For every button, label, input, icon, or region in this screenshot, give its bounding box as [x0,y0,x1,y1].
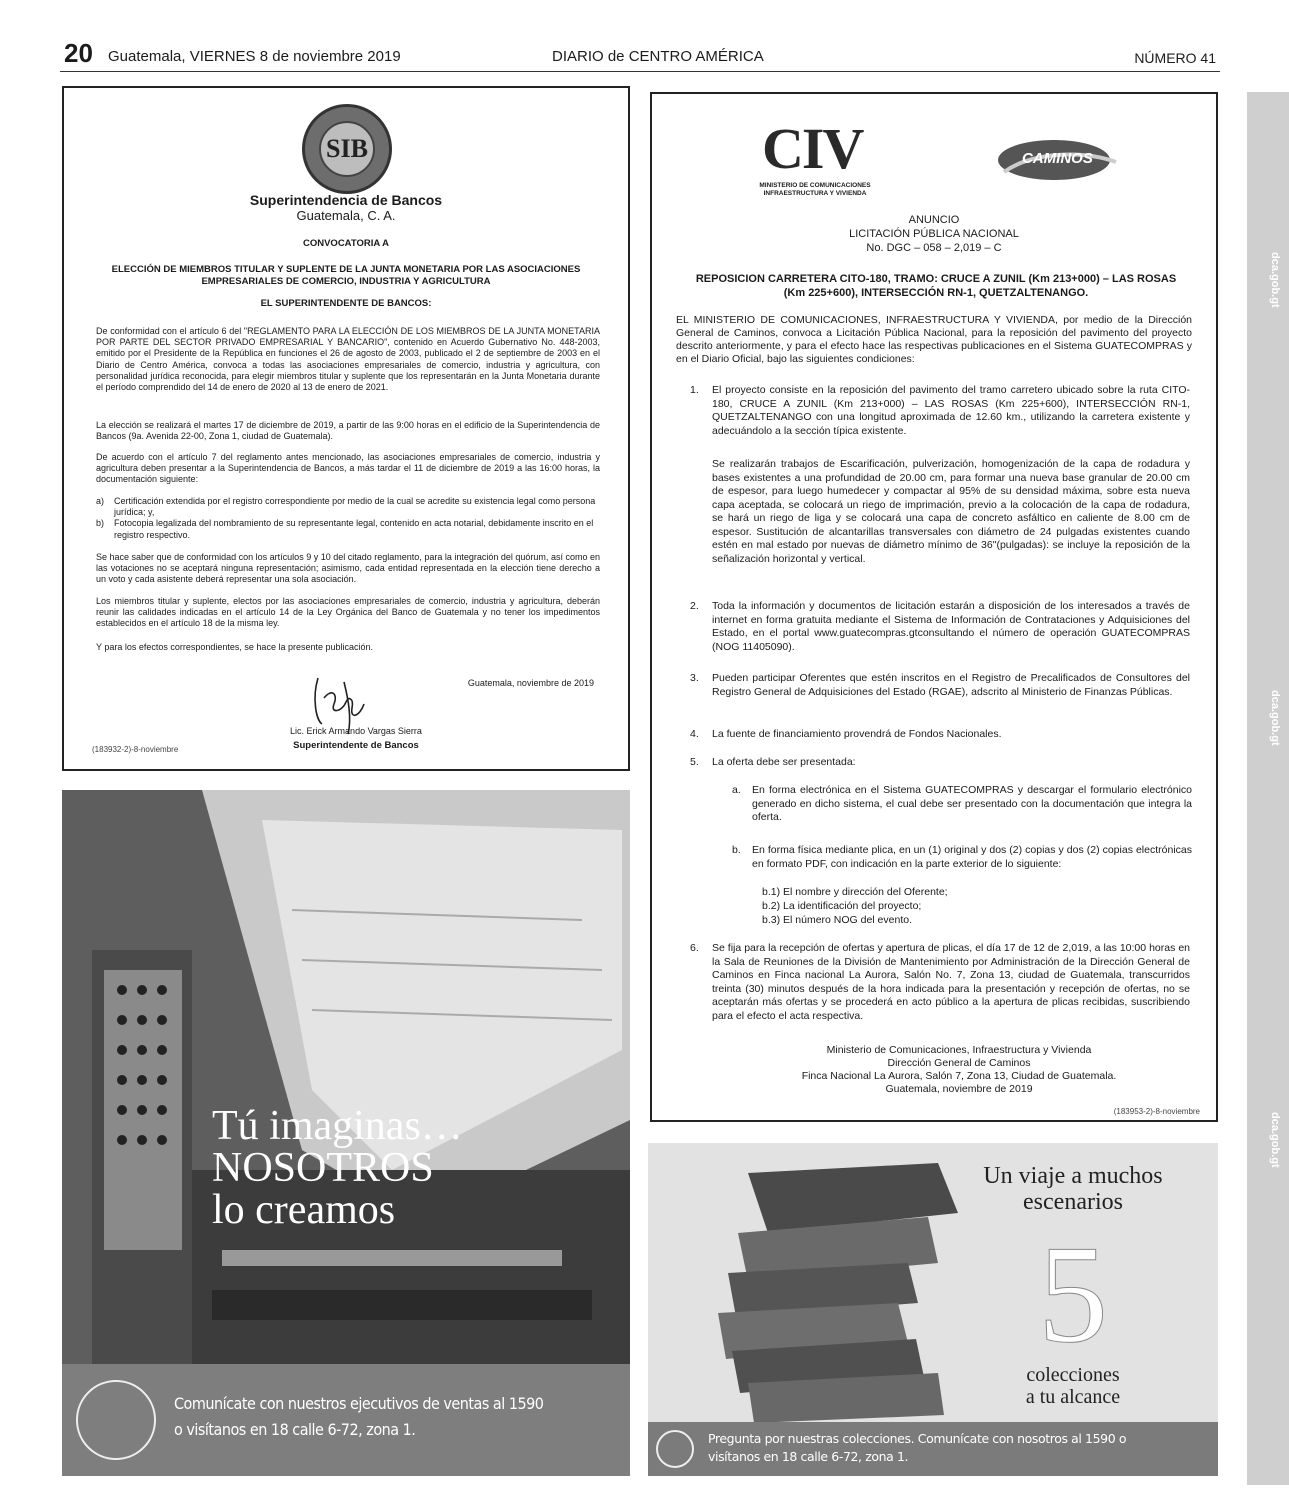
civ-condition: 3. Pueden participar Oferentes que estén inscritos en el Registro de Precalificados de Consultores del Registro General de Adquisiciones del Estado (RGAE), adscrito al Ministerio de Finanzas Públicas. [690,672,1190,698]
sib-document-list [96,496,600,541]
ad-big-number: 5 [1038,1217,1108,1372]
sib-logo-text: SIB [319,121,375,177]
civ-signature-line: Finca Nacional La Aurora, Salón 7, Zona 13, Ciudad de Guatemala. [801,1070,1117,1082]
book-stack-photo [688,1153,968,1423]
civ-logo-sub: MINISTERIO DE COMUNICACIONES [759,182,871,189]
ad-footer [648,1422,1218,1476]
civ-condition: 4. La fuente de financiamiento provendrá de Fondos Nacionales. [690,728,1002,740]
sib-paragraph: De acuerdo con el artículo 7 del reglamento antes mencionado, las asociaciones empresariales de comercio, industria y agricultura deben presentar a la Superintendencia de Bancos, a más tardar el 11 de diciembre de 2019 a las 16:00 horas, la documentación siguiente: [96,452,600,485]
sib-heading-election-2: EMPRESARIALES DE COMERCIO, INDUSTRIA Y AGRICULTURA [201,276,491,287]
printing-ad [62,790,630,1476]
ad-headline: lo creamos [212,1187,396,1233]
ad-contact-line: visítanos en 18 calle 6-72, zona 1. [708,1449,909,1464]
sib-ref-code: (183932-2)-8-noviembre [92,745,179,754]
ad-tagline: Un viaje a muchos [983,1163,1163,1189]
civ-signature-line: Ministerio de Comunicaciones, Infraestructura y Vivienda [826,1044,1092,1056]
civ-ref-code: (183953-2)-8-noviembre [1113,1107,1200,1116]
watermark-label: dca.gob.gt [1269,252,1281,308]
page-number: 20 [64,38,93,68]
civ-sub-sub-condition: b.3) El número NOG del evento. [762,914,912,926]
ad-contact-line: Pregunta por nuestras colecciones. Comunícate con nosotros al 1590 o [708,1431,1127,1446]
dateline: Guatemala, VIERNES 8 de noviembre 2019 [108,48,401,65]
civ-anuncio: ANUNCIO [908,214,960,226]
civ-licitacion: LICITACIÓN PÚBLICA NACIONAL [849,228,1019,240]
ad-contact-line: Comunícate con nuestros ejecutivos de ventas al 1590 [174,1394,544,1413]
publisher-seal-icon [76,1380,156,1460]
sib-paragraph: Se hace saber que de conformidad con los artículos 9 y 10 del citado reglamento, para la integración del quórum, así como en las votaciones no se aceptará ninguna representación; asimismo, cada entidad representada en la elección tiene derecho a un voto y cada asistente deberá representar una sola asociación. [96,552,600,585]
watermark-label: dca.gob.gt [1269,1112,1281,1168]
civ-condition: 6. Se fija para la recepción de ofertas y apertura de plicas, el día 17 de 12 de 2,019, a las 10:00 horas en la Sala de Reuniones de la División de Mantenimiento por Administración de la Dirección General de Caminos en Finca nacional La Aurora, Salón No. 7, Zona 13, ciudad de Guatemala, transcurridos treinta (30) minutos después de la hora indicada para la presentación y recepción de ofertas, no se aceptarán más ofertas y se procederá en acto público a la apertura de plicas recibidas, suscribiendo para el efecto el acta respectiva. [690,942,1190,1022]
sib-org-name: Superintendencia de Bancos [249,192,443,208]
civ-sub-sub-condition: b.1) El nombre y dirección del Oferente; [762,886,948,898]
list-item: b) Fotocopia legalizada del nombramiento de su representante legal, contenido en acta notarial, debidamente inscrito en el registro respectivo. [96,518,594,540]
civ-sub-condition: a. En forma electrónica en el Sistema GUATECOMPRAS y descargar el formulario electrónico generado en dicho sistema, el cual debe ser presentado con la documentación que integra la oferta. [732,784,1192,823]
list-item: a) Certificación extendida por el registro correspondiente por medio de la cual se acredite su existencia legal como persona jurídica; y, [96,496,596,518]
sib-paragraph: La elección se realizará el martes 17 de diciembre de 2019, a partir de las 9:00 horas en el edificio de la Superintendencia de Bancos (9a. Avenida 22-00, Zona 1, ciudad de Guatemala). [96,420,600,442]
civ-condition: 2. Toda la información y documentos de licitación estarán a disposición de los interesados a través de internet en forma gratuita mediante el Sistema de Información de Contrataciones y Adquisiciones del Estado, en el portal www.guatecompras.gtconsultando el número de operación GUATECOMPRAS (NOG 11405090). [690,600,1190,653]
civ-title: REPOSICION CARRETERA CITO-180, TRAMO: CRUCE A ZUNIL (Km 213+000) – LAS ROSAS [695,273,1177,285]
ad-collections-text: a tu alcance [1025,1386,1121,1408]
collections-ad [648,1143,1218,1476]
publisher-seal-icon [656,1430,694,1468]
civ-signature-line: Dirección General de Caminos [887,1057,1031,1069]
civ-sub-condition: b. En forma física mediante plica, en un (1) original y dos (2) copias y dos (2) copias electrónicas en formato PDF, con indicación en la parte exterior de lo siguiente: [732,844,1192,870]
sib-paragraph: De conformidad con el artículo 6 del "REGLAMENTO PARA LA ELECCIÓN DE LOS MIEMBROS DE LA JUNTA MONETARIA POR PARTE DEL SECTOR PRIVADO EMPRESARIAL Y BANCARIO", contenido en Acuerdo Gubernativo No. 448-2003, emitido por el Presidente de la República en funciones el 26 de agosto de 2003, publicado el 2 de septiembre de 2003 en el Diario de Centro América, convoca a todas las asociaciones empresariales de comercio, industria y agricultura, con personalidad jurídica reconocida, para elegir miembros titular y suplente que los representarán en la Junta Monetaria durante el período comprendido del 14 de enero de 2020 al 13 de enero de 2021. [96,326,600,393]
sib-heading-convocatoria: CONVOCATORIA A [302,238,390,249]
civ-logo: CIV [762,116,863,181]
sib-signer-role: Superintendente de Bancos [293,740,419,751]
ad-tagline: escenarios [1023,1189,1123,1215]
side-watermark-strip [1247,92,1289,1485]
newspaper-name: DIARIO de CENTRO AMÉRICA [552,48,764,65]
civ-condition: 5. La oferta debe ser presentada: [690,756,856,768]
civ-condition-detail: Se realizarán trabajos de Escarificación, pulverización, homogenización de la capa de rodadura y bases existentes a una profundidad de 20.00 cm, para formar una nueva base granular de 20.00 cm de espesor, para luego humedecer y compactar al 95% de su densidad máxima, sobre esta nueva capa aceptada, se colocará un riego de imprimación, previo a la colocación de la capa de rodadura, se hará un riego de liga y se colocará una capa de concreto asfáltico en caliente de 8.00 cm de espesor. Sustitución de alcantarillas transversales con diámetro de 24 pulgadas existentes cuando estén en mal estado por nuevas de diámetro mínimo de 36"(pulgadas): se incluye la reposición de la señalización horizontal y vertical. [712,458,1190,565]
sib-signer-name: Lic. Erick Armando Vargas Sierra [290,726,422,736]
sib-org-city: Guatemala, C. A. [296,208,396,223]
civ-signature-line: Guatemala, noviembre de 2019 [885,1083,1033,1095]
civ-sub-sub-condition: b.2) La identificación del proyecto; [762,900,922,912]
watermark-label: dca.gob.gt [1269,690,1281,746]
sib-place-date: Guatemala, noviembre de 2019 [467,678,594,688]
page-header [60,38,1220,72]
civ-notice [650,92,1218,1122]
civ-title: (Km 225+600), INTERSECCIÓN RN-1, QUETZALTENANGO. [783,287,1089,299]
sib-seal-logo [302,104,392,194]
ad-collections-text: colecciones [1026,1364,1120,1386]
ad-contact-line: o visítanos en 18 calle 6-72, zona 1. [174,1420,416,1439]
ad-footer [62,1364,630,1476]
caminos-logo [992,132,1122,188]
issue-number: NÚMERO 41 [1134,50,1216,66]
ad-headline: Tú imaginas… [212,1103,463,1149]
sib-heading-super: EL SUPERINTENDENTE DE BANCOS: [260,298,432,309]
civ-condition: 1. El proyecto consiste en la reposición del pavimento del tramo carretero ubicado sobre la ruta CITO-180, CRUCE A ZUNIL (Km 213+000) – LAS ROSAS (Km 225+600), INTERSECCIÓN RN-1, QUETZALTENANGO con una longitud aproximada de 12.60 km., utilizando la carretera existente y adecuándolo a la sección típica existente. [690,384,1190,437]
ad-headline: NOSOTROS [212,1145,434,1191]
civ-intro: EL MINISTERIO DE COMUNICACIONES, INFRAESTRUCTURA Y VIVIENDA, por medio de la Dirección General de Caminos, convoca a Licitación Pública Nacional, para la reposición del pavimento del proyecto descrito anteriormente, y para el efecto hace las respectivas publicaciones en el Sistema GUATECOMPRAS y en el Diario Oficial, bajo las siguientes condiciones: [676,314,1192,365]
sib-paragraph: Y para los efectos correspondientes, se hace la presente publicación. [96,642,374,652]
sib-notice [62,86,630,771]
civ-number: No. DGC – 058 – 2,019 – C [866,242,1002,254]
sib-paragraph: Los miembros titular y suplente, electos por las asociaciones empresariales de comercio, industria y agricultura, deberán reunir las calidades indicadas en el artículo 14 de la Ley Orgánica del Banco de Guatemala y no tener los impedimentos establecidos en el artículo 18 de la misma ley. [96,596,600,629]
civ-logo-sub: INFRAESTRUCTURA Y VIVIENDA [763,190,867,197]
caminos-logo-text: CAMINOS [1022,150,1093,167]
sib-heading-election-1: ELECCIÓN DE MIEMBROS TITULAR Y SUPLENTE DE LA JUNTA MONETARIA POR LAS ASOCIACIONES [111,264,581,275]
